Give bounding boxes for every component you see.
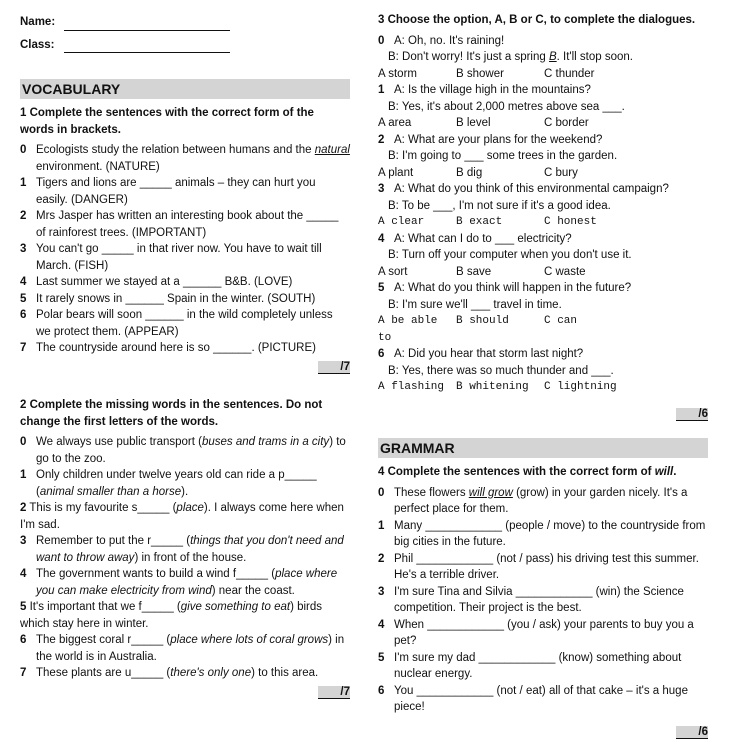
dialogue-item: [378, 346, 708, 396]
item-number: 3: [20, 243, 27, 255]
item-hint: give something to eat: [180, 601, 291, 613]
list-item: [378, 485, 708, 518]
item-number: 6: [378, 684, 385, 697]
item-number: 3: [20, 535, 27, 547]
line-a-text: A: What can I do to ___ electricity?: [394, 232, 572, 245]
item-hint: place where lots of coral grows: [170, 634, 329, 646]
list-item: [20, 274, 350, 291]
option-c: C can: [544, 315, 578, 327]
item-text: [36, 665, 350, 682]
item-text-post: ) to go to the zoo.: [36, 436, 346, 465]
line-b-post: . It'll stop soon.: [556, 51, 634, 63]
item-text-post: ) in the world is in Australia.: [36, 634, 345, 663]
answer-options: [378, 66, 708, 83]
ex2-instruction: 2 Complete the missing words in the sentences. Do not change the first letters of the words.: [20, 399, 323, 428]
item-number: 2: [378, 133, 385, 146]
name-label: Name:: [20, 16, 56, 28]
option-c: C thunder: [544, 67, 595, 80]
list-item: [20, 500, 350, 533]
list-item: [378, 551, 708, 584]
line-a-text: A: What do you think of this environmental campaign?: [394, 183, 669, 195]
item-text: [36, 632, 350, 665]
item-number: 6: [20, 309, 27, 321]
list-item: [20, 665, 350, 682]
dialogue-line-a: [378, 132, 708, 149]
item-text: [36, 434, 350, 467]
option-a: A flashing: [378, 381, 445, 393]
item-hint: buses and trams in a city: [201, 436, 330, 448]
option-c: C honest: [544, 216, 597, 228]
dialogue-line-a: [378, 280, 708, 297]
item-number: 0: [20, 144, 27, 156]
item-text: [36, 533, 350, 566]
item-number: 0: [378, 34, 385, 47]
line-a-text: A: Oh, no. It's raining!: [394, 34, 505, 47]
dialogue-line-b: B: To be ___, I'm not sure if it's a good idea.: [388, 199, 611, 212]
example-answer: will grow: [468, 486, 513, 499]
list-item: [20, 142, 350, 175]
class-label: Class:: [20, 38, 55, 51]
ex4-list: [378, 485, 708, 716]
example-answer: natural: [314, 144, 350, 156]
list-item: [20, 467, 350, 500]
list-item: [378, 518, 708, 551]
item-number: 5: [20, 601, 27, 613]
item-number: 3: [378, 585, 385, 598]
item-text-post: environment. (NATURE): [36, 160, 160, 173]
item-text-pre: Ecologists study the relation between humans and the: [36, 144, 315, 156]
item-text: Polar bears will soon ______ in the wild completely unless we protect them. (APPEAR): [36, 309, 333, 338]
list-item: [20, 599, 350, 632]
item-text: When ____________ (you / ask) your parents to buy you a pet?: [394, 618, 694, 647]
dialogue-line-a: [378, 231, 708, 248]
item-number: 5: [20, 292, 27, 305]
line-a-text: A: Did you hear that storm last night?: [394, 348, 584, 360]
option-a: A plant: [378, 166, 414, 179]
answer-options: [378, 264, 708, 281]
option-c: C bury: [544, 166, 578, 179]
option-b: B level: [456, 117, 491, 129]
answer-options: [378, 379, 708, 396]
item-text: [36, 142, 350, 175]
option-a: A clear: [378, 216, 425, 228]
item-number: 1: [378, 84, 385, 96]
option-b: B should: [456, 315, 509, 327]
item-text: It rarely snows in ______ Spain in the winter. (SOUTH): [36, 292, 316, 305]
option-a: A area: [378, 117, 412, 129]
item-text-post: ) to this area.: [251, 667, 319, 679]
list-item: [378, 617, 708, 650]
item-number: 3: [378, 183, 385, 195]
item-number: 2: [20, 210, 27, 222]
list-item: [378, 650, 708, 683]
list-item: [20, 291, 350, 308]
item-hint: animal smaller than a horse: [39, 485, 182, 498]
item-text-pre: Remember to put the r_____ (: [36, 535, 191, 547]
item-number: 4: [20, 276, 27, 288]
ex1-instruction: 1 Complete the sentences with the correct form of the words in brackets.: [20, 107, 314, 136]
ex4-instruction: 4 Complete the sentences with the correct form of will.: [378, 466, 677, 478]
item-number: 7: [20, 342, 27, 354]
item-text: [20, 601, 322, 630]
dialogue-line-a: [378, 82, 708, 99]
list-item: [20, 307, 350, 340]
item-text: Mrs Jasper has written an interesting book about the _____ of rainforest trees. (IMPORTANT): [36, 210, 339, 239]
item-text: [36, 467, 350, 500]
dialogue-line-b: B: I'm sure we'll ___ travel in time.: [388, 298, 562, 311]
item-number: 1: [378, 519, 385, 532]
item-text-pre: It's important that we f_____ (: [29, 601, 181, 613]
item-number: 7: [20, 667, 27, 679]
item-hint: there's only one: [170, 667, 252, 679]
dialogue-line-b: B: I'm going to ___ some trees in the garden.: [388, 150, 618, 162]
item-number: 6: [378, 348, 385, 360]
dialogue-line-b: B: Yes, it's about 2,000 metres above sea ___.: [388, 100, 625, 113]
option-a: A storm: [378, 67, 417, 80]
class-field: [20, 37, 350, 54]
ex3-instruction: 3 Choose the option, A, B or C, to complete the dialogues.: [378, 14, 696, 26]
list-item: [20, 175, 350, 208]
item-text-post: ) in front of the house.: [134, 551, 247, 564]
item-text: [20, 502, 344, 531]
list-item: [20, 533, 350, 566]
item-number: 4: [378, 232, 385, 245]
item-text: [36, 566, 350, 599]
ex4-score: /6: [378, 724, 708, 741]
item-text-pre: This is my favourite s_____ (: [29, 502, 177, 514]
vocabulary-heading: VOCABULARY: [20, 79, 350, 99]
option-a: A sort: [378, 265, 408, 278]
item-number: 5: [378, 651, 385, 664]
dialogue-line-a: [378, 33, 708, 50]
item-hint: place: [176, 502, 204, 514]
item-text-pre: These plants are u_____ (: [36, 667, 171, 679]
dialogue-line-a: [378, 181, 708, 198]
item-number: 2: [378, 552, 385, 565]
item-text-post: ) near the coast.: [211, 584, 295, 597]
list-item: [20, 434, 350, 467]
ex3-score: /6: [378, 406, 708, 423]
item-number: 0: [378, 486, 385, 499]
item-text: Last summer we stayed at a ______ B&B. (LOVE): [36, 276, 293, 288]
option-b: B save: [456, 265, 492, 278]
left-column: [20, 0, 350, 700]
answer-options: [378, 115, 708, 132]
dialogue-line-b: [378, 49, 708, 66]
item-hint: place where you can make electricity from wind: [36, 568, 338, 597]
item-number: 2: [20, 502, 27, 514]
item-number: 4: [20, 568, 27, 580]
line-b-pre: B: Don't worry! It's just a spring: [388, 51, 549, 63]
item-text-post: ). I always come here when I'm sad.: [20, 502, 344, 531]
answer-options: [378, 313, 708, 346]
option-b: B whitening: [456, 381, 529, 393]
grammar-heading: GRAMMAR: [378, 438, 708, 458]
item-number: 6: [20, 634, 27, 646]
item-text-pre: The government wants to build a wind f_____ (: [36, 568, 276, 580]
list-item: [378, 584, 708, 617]
dialogue-item: [378, 231, 708, 281]
item-number: 4: [378, 618, 385, 631]
answer-options: [378, 214, 708, 231]
list-item: [20, 208, 350, 241]
name-line[interactable]: [64, 18, 230, 31]
item-text: You ____________ (not / eat) all of that cake – it's a huge piece!: [394, 684, 688, 713]
item-text-post: ) birds which stay here in winter.: [20, 601, 323, 630]
example-answer: B: [548, 51, 557, 63]
item-text: [394, 485, 708, 518]
list-item: [20, 566, 350, 599]
list-item: [20, 340, 350, 357]
option-b: B exact: [456, 216, 503, 228]
list-item: [20, 241, 350, 274]
dialogue-line-b: B: Turn off your computer when you don't use it.: [388, 249, 632, 261]
dialogue-item: [378, 33, 708, 83]
item-number: 0: [20, 436, 27, 448]
right-column: [378, 0, 708, 740]
item-text: The countryside around here is so ______. (PICTURE): [36, 342, 316, 354]
line-a-text: A: Is the village high in the mountains?: [394, 84, 591, 96]
ex2-list: [20, 434, 350, 682]
item-number: 1: [20, 469, 27, 481]
dialogue-line-b: B: Yes, there was so much thunder and ___.: [388, 364, 614, 377]
item-number: 1: [20, 177, 27, 189]
ex1-score: /7: [20, 359, 350, 376]
ex2-score: /7: [20, 684, 350, 701]
answer-options: [378, 165, 708, 182]
item-text-post: ).: [181, 485, 189, 498]
dialogue-line-a: [378, 346, 708, 363]
list-item: [378, 683, 708, 716]
dialogue-item: [378, 132, 708, 182]
option-c: C lightning: [544, 381, 617, 393]
ex3-list: [378, 33, 708, 396]
item-text-pre: We always use public transport (: [36, 436, 202, 448]
item-text: Tigers and lions are _____ animals – they can hurt you easily. (DANGER): [36, 177, 316, 206]
item-text-post: (grow) in your garden nicely. It's a perfect place for them.: [394, 486, 688, 515]
dialogue-item: [378, 82, 708, 132]
list-item: [20, 632, 350, 665]
line-a-text: A: What do you think will happen in the future?: [394, 282, 632, 294]
item-text-pre: These flowers: [394, 486, 469, 499]
option-c: C border: [544, 117, 589, 129]
class-line[interactable]: [64, 40, 230, 53]
dialogue-item: [378, 280, 708, 346]
item-text: You can't go _____ in that river now. You have to wait till March. (FISH): [36, 243, 322, 272]
dialogue-item: [378, 181, 708, 231]
item-text: Phil ____________ (not / pass) his driving test this summer. He's a terrible driver.: [394, 552, 699, 581]
item-text: Many ____________ (people / move) to the countryside from big cities in the future.: [394, 519, 706, 548]
option-c: C waste: [544, 265, 586, 278]
item-text: I'm sure my dad ____________ (know) something about nuclear energy.: [394, 651, 682, 680]
item-text: I'm sure Tina and Silvia ____________ (win) the Science competition. Their project is the best.: [394, 585, 684, 614]
name-field: [20, 14, 350, 31]
line-a-text: A: What are your plans for the weekend?: [394, 133, 603, 146]
item-hint: things that you don't need and want to throw away: [36, 535, 344, 564]
ex1-list: [20, 142, 350, 357]
option-b: B shower: [456, 67, 504, 80]
item-text-pre: Only children under twelve years old can ride a p_____ (: [36, 469, 317, 498]
option-b: B dig: [456, 166, 483, 179]
item-text-pre: The biggest coral r_____ (: [36, 634, 171, 646]
option-a: A be able to: [378, 315, 438, 344]
item-number: 5: [378, 282, 385, 294]
